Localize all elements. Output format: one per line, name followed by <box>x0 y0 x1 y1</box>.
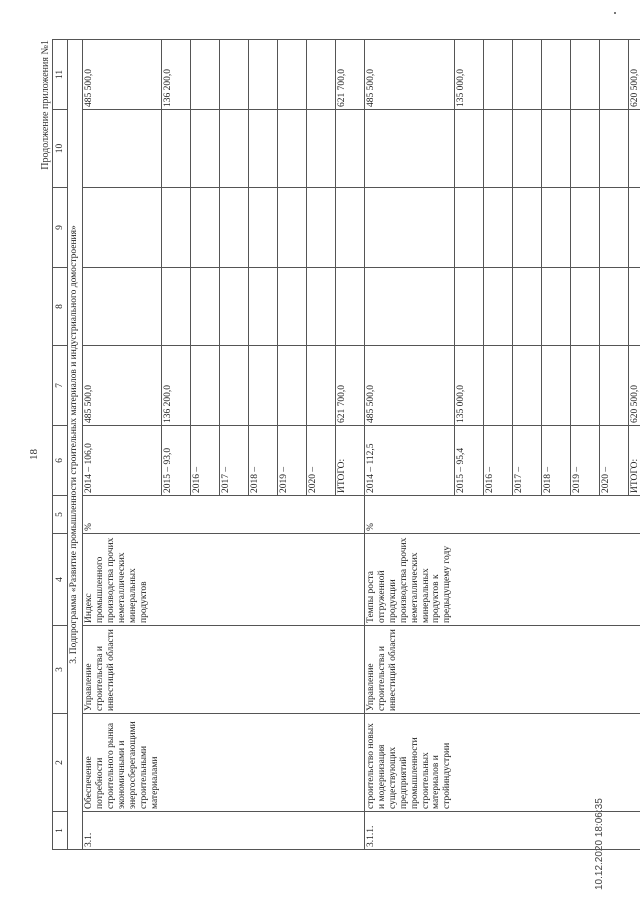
section-indicator: Индекс промышленного производства прочих неметаллических минеральных продуктов <box>83 534 162 626</box>
table-row <box>190 40 219 850</box>
total-funding-cell: 621 700,0 <box>335 40 364 110</box>
total-funding-cell <box>277 40 306 110</box>
section-indicator <box>248 534 277 626</box>
section-code <box>190 812 219 850</box>
funding-cell <box>277 346 306 426</box>
section-indicator <box>277 534 306 626</box>
section-indicator: Темпы роста отгруженной продукции производства прочих неметаллических минеральных продуктов к предыдущему году <box>364 534 454 626</box>
section-unit <box>570 496 599 534</box>
empty-cell <box>83 110 162 188</box>
section-executor: Управление строительства и инвестиций области <box>364 626 454 714</box>
section-name <box>628 714 640 812</box>
section-code <box>277 812 306 850</box>
column-header: 4 <box>53 534 68 626</box>
empty-cell <box>335 268 364 346</box>
section-unit <box>161 496 190 534</box>
section-unit: % <box>364 496 454 534</box>
subprogram-title-row <box>68 40 83 850</box>
empty-cell <box>161 268 190 346</box>
section-executor <box>628 626 640 714</box>
column-header: 8 <box>53 268 68 346</box>
section-name: строительство новых и модернизация существующих предприятий промышленности строительных материалов и стройиндустрии <box>364 714 454 812</box>
table-row <box>454 40 483 850</box>
section-name <box>248 714 277 812</box>
section-indicator <box>335 534 364 626</box>
subprogram-title: 3. Подпрограмма «Развитие промышленности строительных материалов и индустриального домостроения» <box>68 40 83 850</box>
section-code <box>628 812 640 850</box>
empty-cell <box>161 188 190 268</box>
empty-cell <box>599 268 628 346</box>
column-header: 10 <box>53 110 68 188</box>
empty-cell <box>219 110 248 188</box>
empty-cell <box>570 110 599 188</box>
section-executor <box>248 626 277 714</box>
section-code <box>248 812 277 850</box>
section-indicator <box>599 534 628 626</box>
table-row <box>628 40 640 850</box>
section-unit <box>454 496 483 534</box>
section-name <box>599 714 628 812</box>
empty-cell <box>306 110 335 188</box>
section-executor <box>454 626 483 714</box>
total-funding-cell: 485 500,0 <box>364 40 454 110</box>
empty-cell <box>628 110 640 188</box>
section-name <box>161 714 190 812</box>
funding-cell: 485 500,0 <box>364 346 454 426</box>
funding-cell <box>219 346 248 426</box>
total-funding-cell <box>570 40 599 110</box>
funding-cell <box>483 346 512 426</box>
column-header: 7 <box>53 346 68 426</box>
empty-cell <box>190 188 219 268</box>
section-code: 3.1.1. <box>364 812 454 850</box>
column-header: 11 <box>53 40 68 110</box>
print-timestamp: 10.12.2020 18:06:35 <box>594 798 605 890</box>
total-funding-cell <box>541 40 570 110</box>
empty-cell <box>161 110 190 188</box>
funding-cell <box>190 346 219 426</box>
funding-cell: 620 500,0 <box>628 346 640 426</box>
table-row <box>483 40 512 850</box>
empty-cell <box>599 110 628 188</box>
scan-speck <box>614 12 616 14</box>
section-code <box>512 812 541 850</box>
section-name <box>306 714 335 812</box>
total-funding-cell <box>306 40 335 110</box>
total-funding-cell: 620 500,0 <box>628 40 640 110</box>
section-code <box>570 812 599 850</box>
section-unit <box>277 496 306 534</box>
page-number: 18 <box>28 449 40 460</box>
section-unit <box>335 496 364 534</box>
total-funding-cell <box>512 40 541 110</box>
funding-cell <box>306 346 335 426</box>
column-header: 2 <box>53 714 68 812</box>
table-row <box>512 40 541 850</box>
section-executor <box>570 626 599 714</box>
section-executor <box>190 626 219 714</box>
empty-cell <box>512 268 541 346</box>
empty-cell <box>248 188 277 268</box>
section-indicator <box>628 534 640 626</box>
year-value-cell: 2018 – <box>248 426 277 496</box>
column-header: 1 <box>53 812 68 850</box>
table-row <box>277 40 306 850</box>
section-indicator <box>219 534 248 626</box>
total-funding-cell: 135 000,0 <box>454 40 483 110</box>
empty-cell <box>335 188 364 268</box>
total-funding-cell <box>190 40 219 110</box>
section-name <box>219 714 248 812</box>
funding-cell <box>599 346 628 426</box>
year-value-cell: 2019 – <box>570 426 599 496</box>
section-code <box>599 812 628 850</box>
year-value-cell: 2017 – <box>512 426 541 496</box>
year-value-cell: ИТОГО: <box>335 426 364 496</box>
year-value-cell: 2017 – <box>219 426 248 496</box>
empty-cell <box>364 188 454 268</box>
section-code: 3.1. <box>83 812 162 850</box>
empty-cell <box>483 268 512 346</box>
empty-cell <box>570 188 599 268</box>
empty-cell <box>277 110 306 188</box>
section-unit <box>190 496 219 534</box>
section-indicator <box>454 534 483 626</box>
funding-cell: 136 200,0 <box>161 346 190 426</box>
table-row <box>541 40 570 850</box>
section-unit <box>483 496 512 534</box>
empty-cell <box>83 268 162 346</box>
empty-cell <box>277 268 306 346</box>
empty-cell <box>628 268 640 346</box>
section-executor <box>219 626 248 714</box>
section-name <box>570 714 599 812</box>
section-name <box>190 714 219 812</box>
section-code <box>335 812 364 850</box>
year-value-cell: 2020 – <box>599 426 628 496</box>
empty-cell <box>512 110 541 188</box>
section-name <box>454 714 483 812</box>
empty-cell <box>454 188 483 268</box>
empty-cell <box>83 188 162 268</box>
section-code <box>483 812 512 850</box>
empty-cell <box>454 268 483 346</box>
empty-cell <box>277 188 306 268</box>
program-table <box>52 39 640 850</box>
column-header: 5 <box>53 496 68 534</box>
empty-cell <box>335 110 364 188</box>
section-unit <box>541 496 570 534</box>
section-unit <box>512 496 541 534</box>
total-funding-cell <box>483 40 512 110</box>
empty-cell <box>219 188 248 268</box>
table-row <box>570 40 599 850</box>
empty-cell <box>483 110 512 188</box>
year-value-cell: 2018 – <box>541 426 570 496</box>
section-name <box>277 714 306 812</box>
year-value-cell: 2015 – 93,0 <box>161 426 190 496</box>
table-row <box>306 40 335 850</box>
section-name <box>512 714 541 812</box>
funding-cell: 135 000,0 <box>454 346 483 426</box>
funding-cell <box>512 346 541 426</box>
table-row <box>248 40 277 850</box>
table-row <box>335 40 364 850</box>
section-executor <box>512 626 541 714</box>
column-header: 6 <box>53 426 68 496</box>
year-value-cell: 2019 – <box>277 426 306 496</box>
year-value-cell: 2014 – 106,0 <box>83 426 162 496</box>
section-code <box>541 812 570 850</box>
total-funding-cell <box>248 40 277 110</box>
section-executor <box>599 626 628 714</box>
section-indicator <box>512 534 541 626</box>
year-value-cell: 2016 – <box>483 426 512 496</box>
table-row <box>364 40 454 850</box>
continuation-note: Продолжение приложения №1 <box>40 40 51 170</box>
funding-cell <box>541 346 570 426</box>
empty-cell <box>190 110 219 188</box>
section-executor <box>277 626 306 714</box>
empty-cell <box>306 188 335 268</box>
empty-cell <box>541 268 570 346</box>
section-name <box>483 714 512 812</box>
empty-cell <box>541 110 570 188</box>
year-value-cell: ИТОГО: <box>628 426 640 496</box>
section-executor <box>541 626 570 714</box>
section-name: Обеспечение потребности строительного рынка экономичными и энергосберегающими строительными материалами <box>83 714 162 812</box>
year-value-cell: 2015 – 95,4 <box>454 426 483 496</box>
column-number-row <box>53 40 68 850</box>
year-value-cell: 2014 – 112,5 <box>364 426 454 496</box>
section-unit <box>628 496 640 534</box>
section-executor: Управление строительства и инвестиций области <box>83 626 162 714</box>
empty-cell <box>219 268 248 346</box>
section-unit <box>248 496 277 534</box>
section-indicator <box>190 534 219 626</box>
empty-cell <box>628 188 640 268</box>
column-header: 3 <box>53 626 68 714</box>
empty-cell <box>190 268 219 346</box>
empty-cell <box>541 188 570 268</box>
section-code <box>219 812 248 850</box>
empty-cell <box>599 188 628 268</box>
section-executor <box>306 626 335 714</box>
empty-cell <box>483 188 512 268</box>
section-name <box>335 714 364 812</box>
year-value-cell: 2020 – <box>306 426 335 496</box>
section-code <box>306 812 335 850</box>
table-body <box>53 40 640 850</box>
section-unit <box>599 496 628 534</box>
total-funding-cell: 485 500,0 <box>83 40 162 110</box>
section-code <box>454 812 483 850</box>
section-executor <box>161 626 190 714</box>
section-indicator <box>161 534 190 626</box>
funding-cell <box>248 346 277 426</box>
column-header: 9 <box>53 188 68 268</box>
empty-cell <box>454 110 483 188</box>
empty-cell <box>570 268 599 346</box>
empty-cell <box>364 268 454 346</box>
year-value-cell: 2016 – <box>190 426 219 496</box>
section-indicator <box>541 534 570 626</box>
total-funding-cell <box>219 40 248 110</box>
table-row <box>83 40 162 850</box>
section-unit <box>219 496 248 534</box>
funding-cell: 485 500,0 <box>83 346 162 426</box>
empty-cell <box>248 268 277 346</box>
total-funding-cell: 136 200,0 <box>161 40 190 110</box>
table-row <box>599 40 628 850</box>
table-row <box>219 40 248 850</box>
section-indicator <box>483 534 512 626</box>
funding-cell: 621 700,0 <box>335 346 364 426</box>
section-name <box>541 714 570 812</box>
section-unit: % <box>83 496 162 534</box>
empty-cell <box>512 188 541 268</box>
total-funding-cell <box>599 40 628 110</box>
empty-cell <box>306 268 335 346</box>
section-indicator <box>306 534 335 626</box>
empty-cell <box>248 110 277 188</box>
funding-cell <box>570 346 599 426</box>
section-executor <box>483 626 512 714</box>
section-code <box>161 812 190 850</box>
empty-cell <box>364 110 454 188</box>
section-executor <box>335 626 364 714</box>
section-indicator <box>570 534 599 626</box>
table-row <box>161 40 190 850</box>
section-unit <box>306 496 335 534</box>
